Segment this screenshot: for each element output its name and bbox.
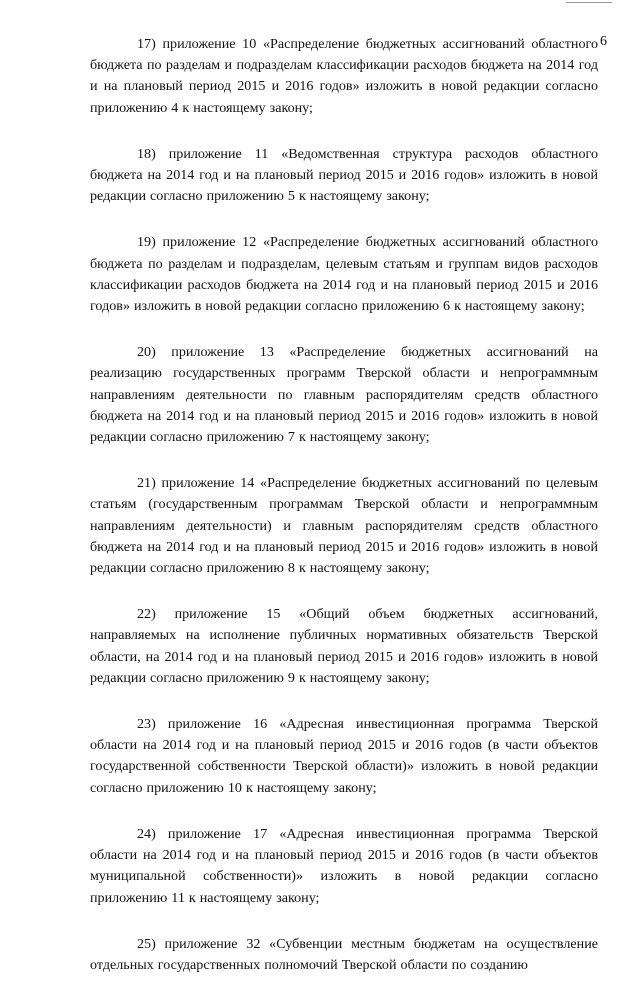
paragraph-item-21: 21) приложение 14 «Распределение бюджетных ассигнований по целевым статьям (государственным программам Тверской области и непрограммным направлениям деятельности) и главным распорядителям средств областного бюджета на 2014 год и на плановый период 2015 и 2016 годов» изложить в новой редакции согласно приложению 8 к настоящему закону; <box>90 475 598 577</box>
paragraph-item-17: 17) приложение 10 «Распределение бюджетных ассигнований областного бюджета по разделам и подразделам классификации расходов бюджета на 2014 год и на плановый период 2015 и 2016 годов» изложить в новой редакции согласно приложению 4 к настоящему закону; <box>90 36 598 116</box>
paragraph-item-19: 19) приложение 12 «Распределение бюджетных ассигнований областного бюджета по разделам и подразделам, целевым статьям и группам видов расходов классификации расходов бюджета на 2014 год и на плановый период 2015 и 2016 годов» изложить в новой редакции согласно приложению 6 к настоящему закону; <box>90 234 598 315</box>
paragraph-item-25: 25) приложение 32 «Субвенции местным бюджетам на осуществление отдельных государственных полномочий Тверской области по созданию <box>90 935 598 973</box>
paragraph-item-24: 24) приложение 17 «Адресная инвестиционная программа Тверской области на 2014 год и на плановый период 2015 и 2016 годов (в части объектов муниципальной собственности)» изложить в новой редакции согласно приложению 11 к настоящему закону; <box>90 825 598 906</box>
paragraph-item-20: 20) приложение 13 «Распределение бюджетных ассигнований на реализацию государственных программ Тверской области и непрограммным направлениям деятельности по главным распорядителям средств областного бюджета на 2014 год и на плановый период 2015 и 2016 годов» изложить в новой редакции согласно приложению 7 к настоящему закону; <box>90 344 598 446</box>
scan-edge-mark <box>566 2 612 6</box>
paragraph-item-22: 22) приложение 15 «Общий объем бюджетных ассигнований, направляемых на исполнение публичных нормативных обязательств Тверской области, на 2014 год и на плановый период 2015 и 2016 годов» изложить в новой редакции согласно приложению 9 к настоящему закону; <box>90 606 598 686</box>
paragraph-item-23: 23) приложение 16 «Адресная инвестиционная программа Тверской области на 2014 год и на плановый период 2015 и 2016 годов (в части объектов государственной собственности Тверской области)» изложить в новой редакции согласно приложению 10 к настоящему закону; <box>90 716 598 796</box>
paragraph-item-18: 18) приложение 11 «Ведомственная структура расходов областного бюджета на 2014 год и на плановый период 2015 и 2016 годов» изложить в новой редакции согласно приложению 5 к настоящему закону; <box>90 145 598 205</box>
document-body <box>90 34 598 1001</box>
page-number: 6 <box>600 34 607 49</box>
